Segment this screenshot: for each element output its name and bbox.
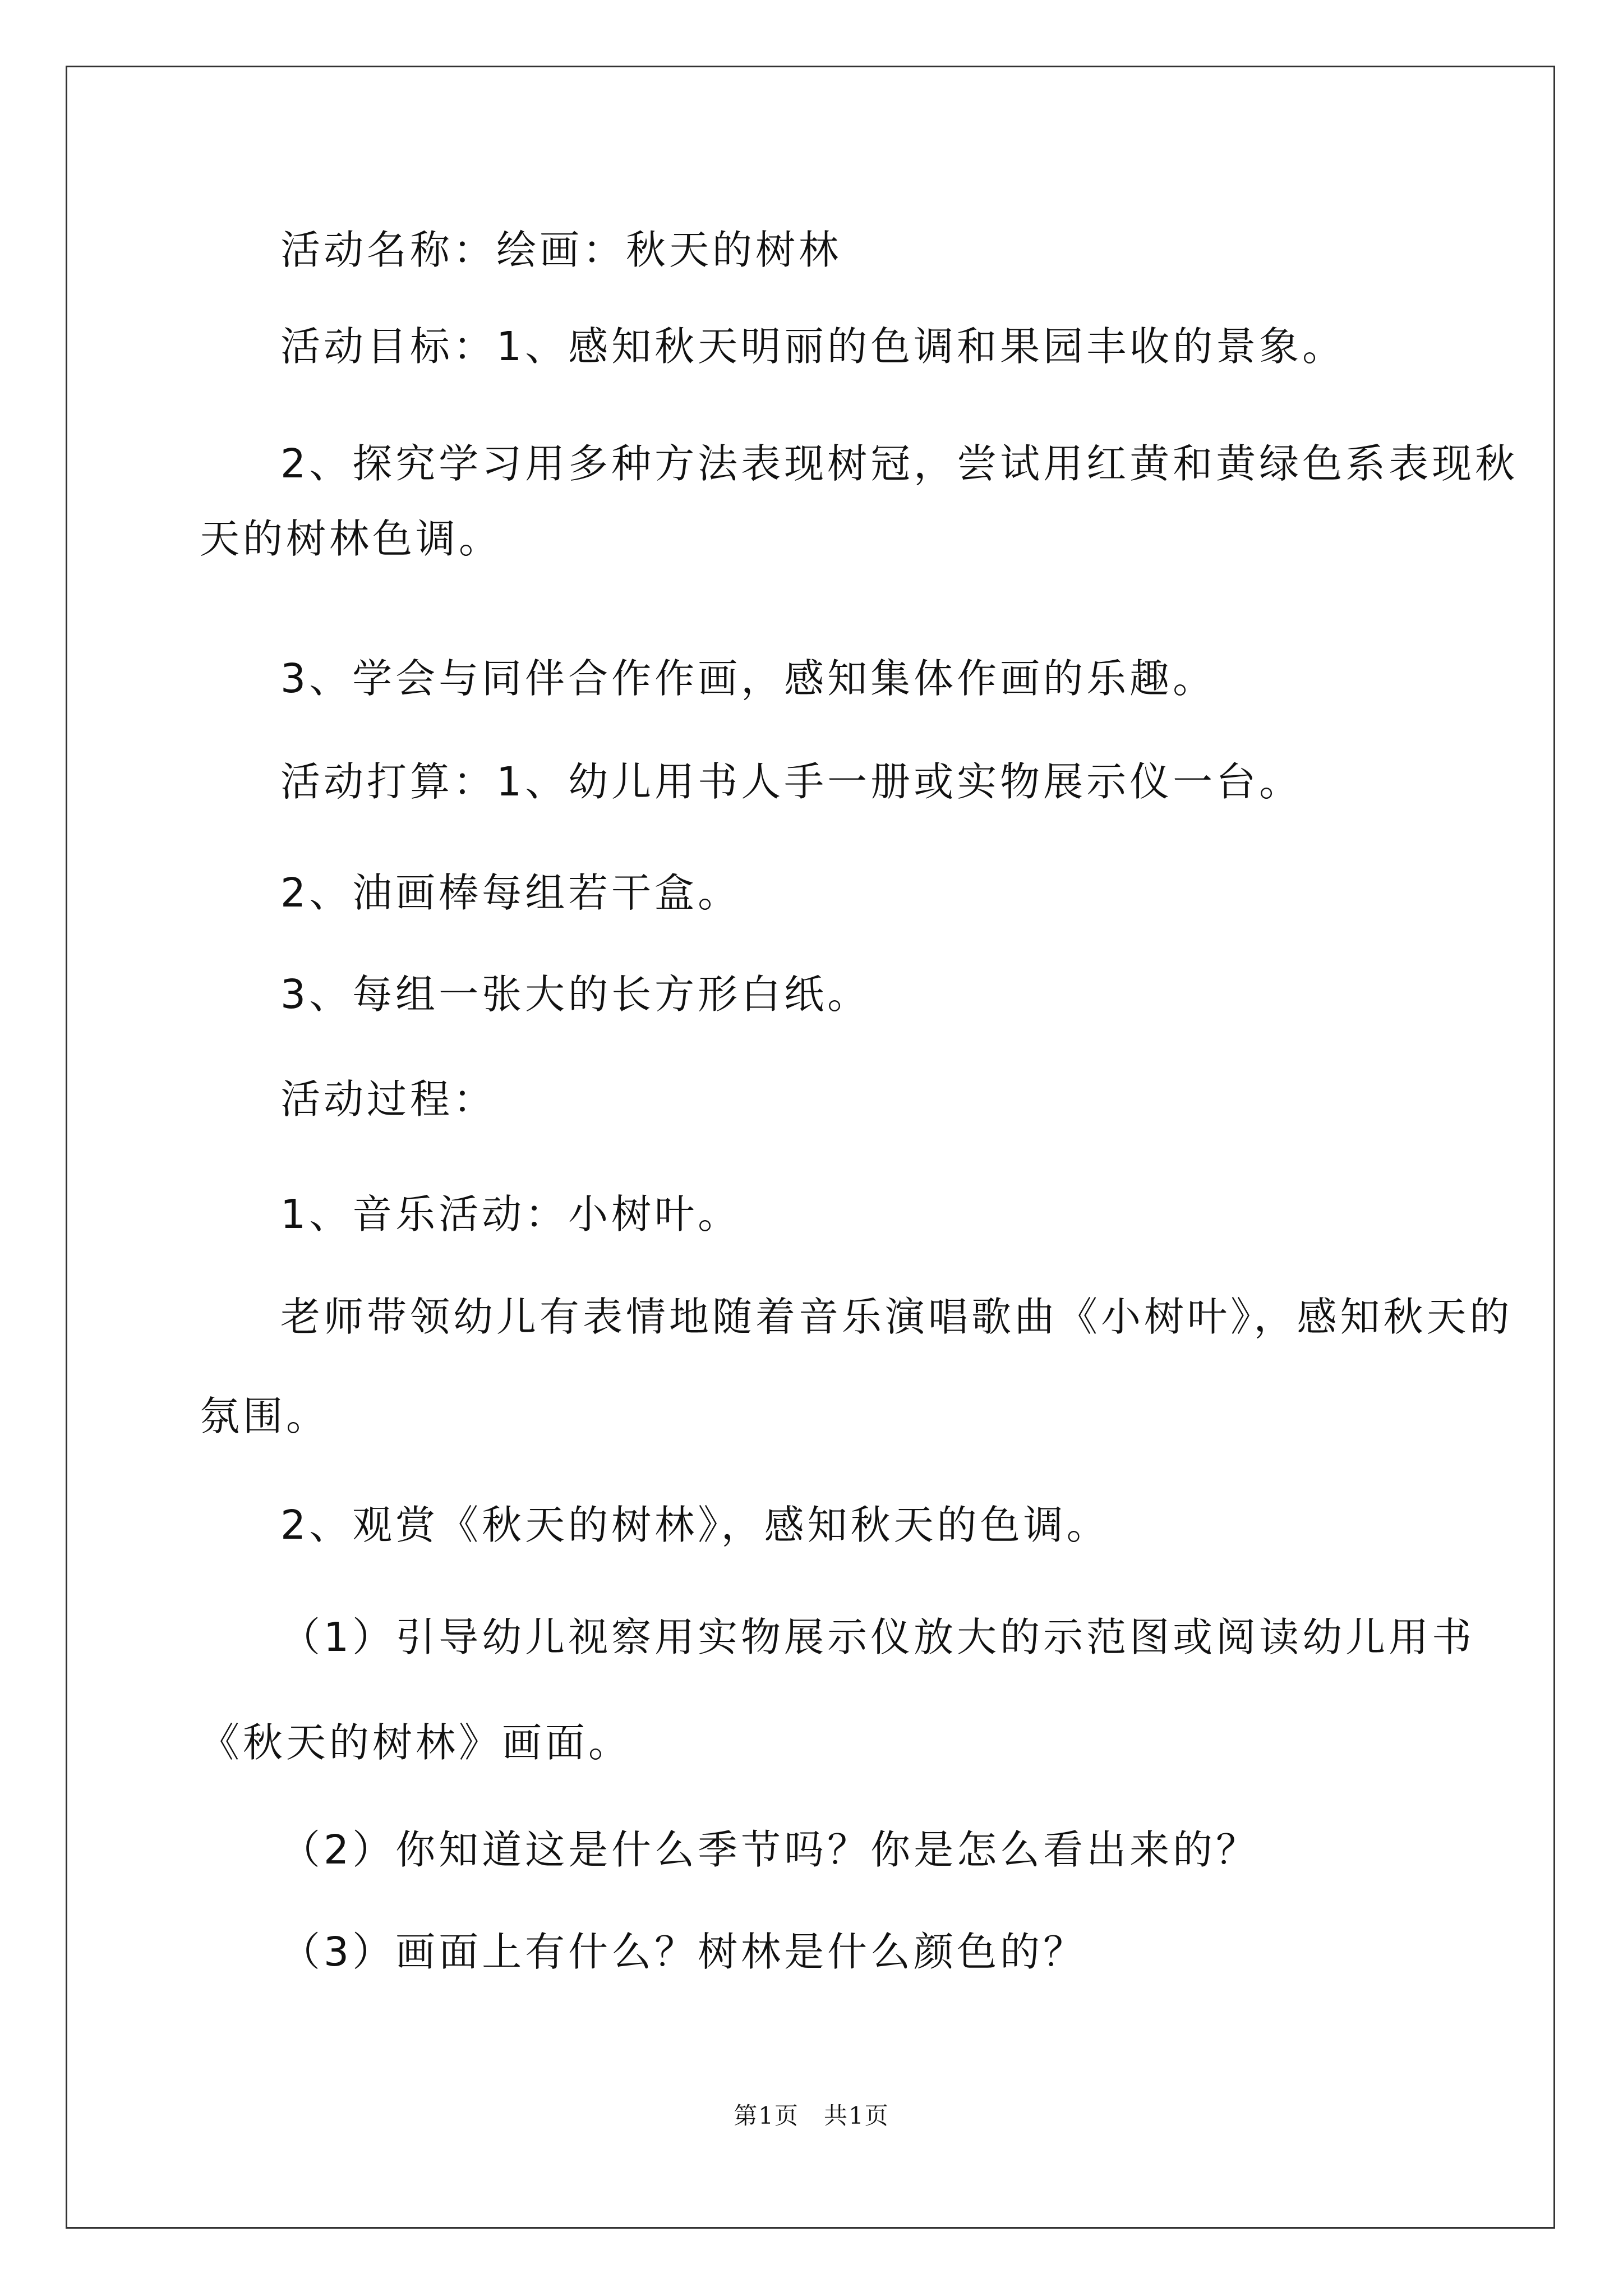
process-step-2: 2、观赏《秋天的树林》，感知秋天的色调。	[280, 1502, 1110, 1548]
process-step-2-item-3: （3）画面上有什么？树林是什么颜色的？	[280, 1929, 1087, 1975]
page-border	[66, 66, 1555, 2229]
process-step-1-detail: 老师带领幼儿有表情地随着音乐演唱歌曲《小树叶》，感知秋天的	[280, 1294, 1513, 1340]
page-footer: 第1页 共1页	[734, 2102, 889, 2129]
goal-line-1: 活动目标：1、感知秋天明丽的色调和果园丰收的景象。	[280, 323, 1346, 370]
goal-line-2: 2、探究学习用多种方法表现树冠，尝试用红黄和黄绿色系表现秋	[280, 440, 1519, 487]
process-step-1-detail-continued: 氛围。	[200, 1393, 330, 1439]
process-step-1: 1、音乐活动：小树叶。	[280, 1191, 741, 1237]
goal-line-2-continued: 天的树林色调。	[200, 516, 502, 562]
process-heading: 活动过程：	[280, 1076, 497, 1122]
preparation-line-3: 3、每组一张大的长方形白纸。	[280, 971, 871, 1018]
preparation-line-2: 2、油画棒每组若干盒。	[280, 869, 741, 916]
process-step-2-item-1-continued: 《秋天的树林》画面。	[200, 1719, 632, 1766]
process-step-2-item-1: （1）引导幼儿视察用实物展示仪放大的示范图或阅读幼儿用书	[280, 1614, 1476, 1660]
preparation-line-1: 活动打算：1、幼儿用书人手一册或实物展示仪一台。	[280, 758, 1303, 805]
activity-name-line: 活动名称：绘画：秋天的树林	[280, 227, 842, 273]
process-step-2-item-2: （2）你知道这是什么季节吗？你是怎么看出来的？	[280, 1826, 1260, 1873]
goal-line-3: 3、学会与同伴合作作画，感知集体作画的乐趣。	[280, 655, 1216, 702]
